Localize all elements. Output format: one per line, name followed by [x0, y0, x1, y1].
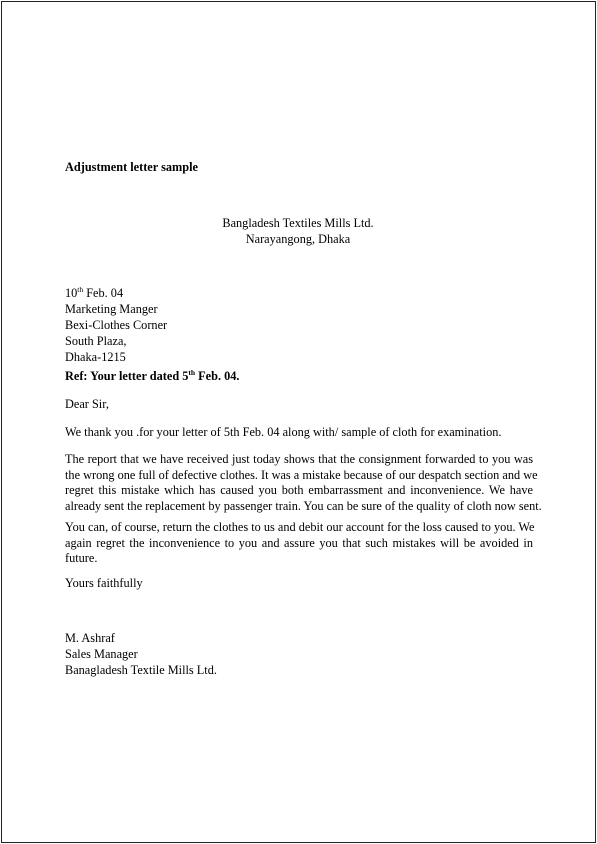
sender-location: Narayangong, Dhaka — [245, 232, 351, 246]
document-heading: Adjustment letter sample — [65, 160, 198, 174]
letter-date — [65, 285, 167, 301]
reference-suffix: th — [188, 368, 196, 377]
paragraph-3-line: You can, of course, return the clothes to us and debit our account for the loss caused to you. We — [65, 520, 535, 534]
reference-rest: Feb. 04. — [195, 369, 240, 383]
paragraph-2-line: the wrong one full of defective clothes. It was a mistake because of our despatch section and we — [65, 467, 538, 482]
recipient-city: Dhaka-1215 — [65, 350, 126, 364]
reference-prefix: Ref: Your letter dated 5 — [65, 369, 189, 383]
salutation: Dear Sir, — [65, 397, 109, 411]
paragraph-3-line: future. — [65, 551, 98, 565]
closing: Yours faithfully — [65, 576, 143, 590]
paragraph-3-line: again regret the inconvenience to you and assure you that such mistakes will be avoided in — [65, 535, 533, 550]
paragraph-2-line: already sent the replacement by passenger train. You can be sure of the quality of cloth now sent. — [65, 498, 542, 513]
paragraph-2 — [65, 452, 542, 514]
reference-line — [65, 369, 239, 384]
signature-title: Sales Manager — [65, 647, 138, 661]
signature-block — [65, 630, 217, 678]
recipient-block — [65, 285, 167, 365]
recipient-title: Marketing Manger — [65, 302, 158, 316]
date-rest: Feb. 04 — [83, 286, 124, 300]
paragraph-3 — [65, 520, 533, 567]
signature-company: Banagladesh Textile Mills Ltd. — [65, 663, 217, 677]
sender-address — [198, 215, 398, 247]
recipient-company: Bexi-Clothes Corner — [65, 318, 168, 332]
signature-name: M. Ashraf — [65, 631, 115, 645]
paragraph-2-line: regret this mistake which has caused you both embarrassment and inconvenience. We have — [65, 483, 533, 497]
sender-company: Bangladesh Textiles Mills Ltd. — [222, 216, 374, 230]
paragraph-2-line: The report that we have received just today shows that the consignment forwarded to you was — [65, 452, 533, 466]
date-suffix: th — [77, 285, 84, 294]
letter-page — [1, 1, 596, 843]
recipient-street: South Plaza, — [65, 334, 127, 348]
paragraph-1: We thank you .for your letter of 5th Feb. 04 along with/ sample of cloth for examination. — [65, 425, 502, 439]
date-day: 10 — [65, 286, 78, 300]
